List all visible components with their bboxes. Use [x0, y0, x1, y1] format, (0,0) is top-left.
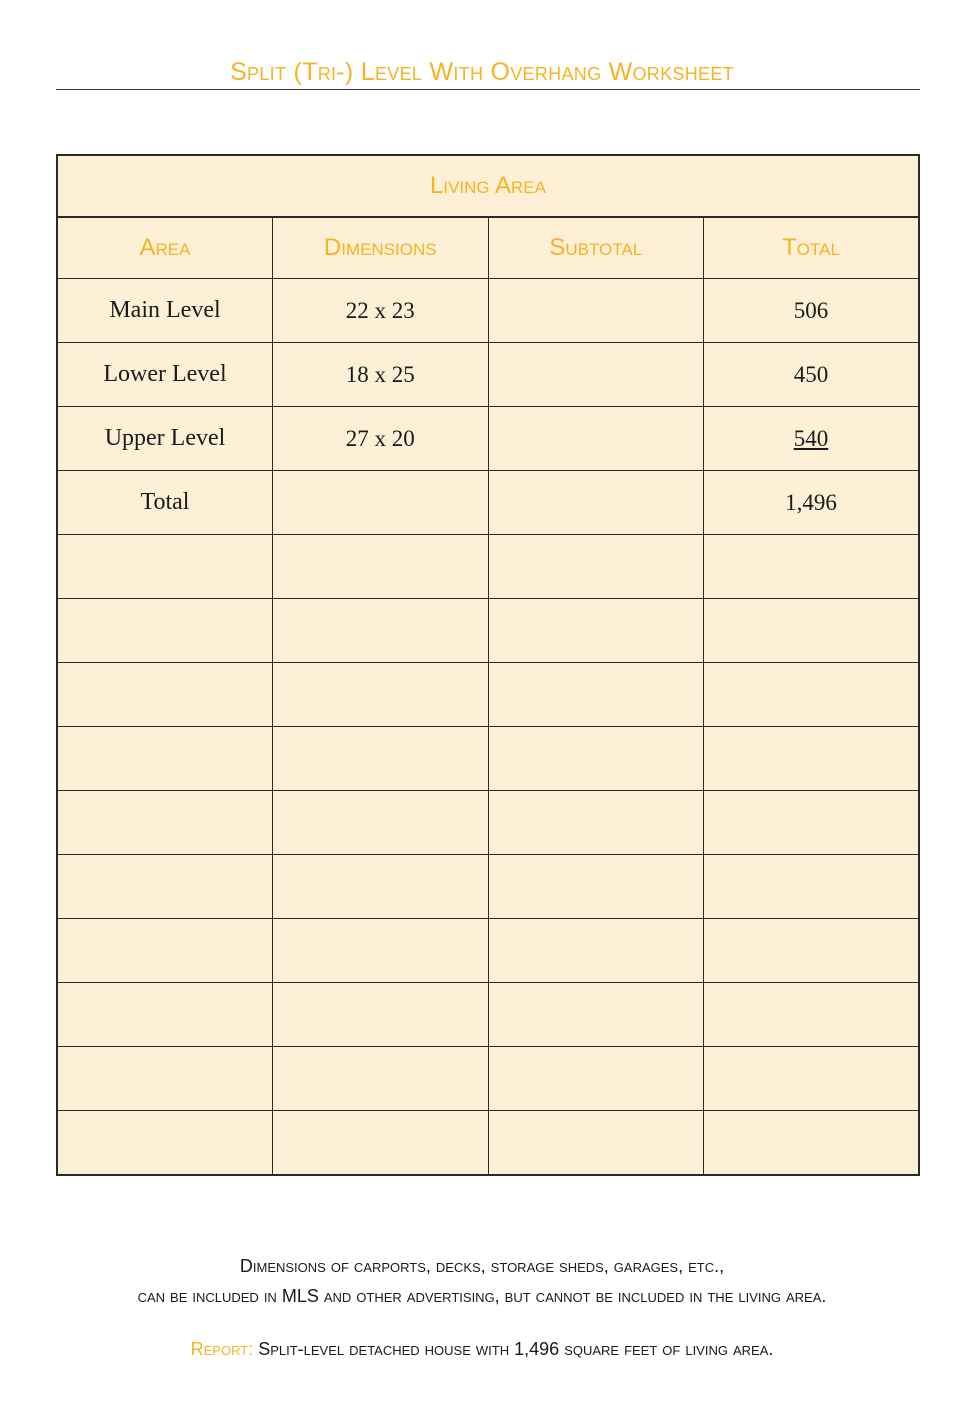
table-row — [57, 1111, 919, 1176]
cell-dimensions-value: 18 x 25 — [345, 361, 415, 387]
living-area-table — [56, 154, 920, 1176]
cell-subtotal — [488, 855, 704, 919]
cell-area — [57, 727, 273, 791]
cell-area — [57, 279, 273, 343]
cell-subtotal — [488, 535, 704, 599]
column-header-dimensions: Dimensions — [273, 217, 489, 279]
cell-total-value: 540 — [793, 425, 829, 451]
section-header-living-area: Living Area — [57, 155, 919, 217]
table-row — [57, 919, 919, 983]
cell-subtotal — [488, 407, 704, 471]
cell-subtotal — [488, 1111, 704, 1176]
table-row — [57, 535, 919, 599]
cell-total-value: 506 — [793, 297, 829, 323]
cell-subtotal — [488, 599, 704, 663]
cell-subtotal — [488, 471, 704, 535]
cell-area — [57, 407, 273, 471]
cell-subtotal — [488, 791, 704, 855]
note-line-1: Dimensions of carports, decks, storage sheds, garages, etc., — [239, 1256, 725, 1276]
cell-area — [57, 919, 273, 983]
column-header-total: Total — [704, 217, 920, 279]
cell-total — [704, 983, 920, 1047]
cell-area — [57, 471, 273, 535]
column-header-subtotal: Subtotal — [488, 217, 704, 279]
cell-area-value: Upper Level — [104, 425, 226, 451]
cell-area-value: Total — [140, 489, 190, 515]
cell-area — [57, 1111, 273, 1176]
cell-dimensions — [273, 1047, 489, 1111]
cell-area — [57, 855, 273, 919]
cell-total — [704, 1111, 920, 1176]
note-line-2: can be included in MLS and other advertising, but cannot be included in the living area. — [137, 1286, 827, 1306]
cell-total — [704, 599, 920, 663]
cell-area-value: Main Level — [109, 297, 221, 323]
cell-area — [57, 599, 273, 663]
column-header-area: Area — [57, 217, 273, 279]
report-text: Split-level detached house with 1,496 square feet of living area. — [258, 1339, 774, 1359]
cell-dimensions — [273, 727, 489, 791]
table-row — [57, 791, 919, 855]
cell-area-value: Lower Level — [103, 361, 227, 387]
title-divider — [56, 89, 920, 90]
cell-dimensions — [273, 279, 489, 343]
cell-subtotal — [488, 663, 704, 727]
cell-total — [704, 471, 920, 535]
cell-subtotal — [488, 983, 704, 1047]
cell-dimensions — [273, 407, 489, 471]
cell-total — [704, 919, 920, 983]
cell-total — [704, 791, 920, 855]
cell-subtotal — [488, 727, 704, 791]
cell-total-value: 1,496 — [785, 489, 837, 515]
table-row — [57, 471, 919, 535]
cell-dimensions — [273, 663, 489, 727]
cell-total — [704, 535, 920, 599]
page-title: Split (Tri-) Level With Overhang Worksheet — [230, 58, 734, 86]
cell-total — [704, 407, 920, 471]
cell-subtotal — [488, 279, 704, 343]
cell-total — [704, 855, 920, 919]
cell-total — [704, 663, 920, 727]
table-row — [57, 343, 919, 407]
cell-area — [57, 343, 273, 407]
cell-dimensions — [273, 1111, 489, 1176]
cell-dimensions — [273, 471, 489, 535]
table-row — [57, 855, 919, 919]
cell-dimensions-value: 22 x 23 — [345, 297, 415, 323]
report-line — [0, 1339, 964, 1360]
cell-subtotal — [488, 919, 704, 983]
cell-dimensions — [273, 983, 489, 1047]
table-row — [57, 279, 919, 343]
table-body — [57, 279, 919, 1176]
table-row — [57, 663, 919, 727]
cell-area — [57, 791, 273, 855]
cell-total — [704, 279, 920, 343]
cell-area — [57, 535, 273, 599]
cell-area — [57, 663, 273, 727]
cell-total-value: 450 — [793, 361, 829, 387]
cell-dimensions — [273, 919, 489, 983]
table-row — [57, 983, 919, 1047]
cell-subtotal — [488, 1047, 704, 1111]
table-row — [57, 727, 919, 791]
cell-total — [704, 727, 920, 791]
cell-dimensions — [273, 535, 489, 599]
table-row — [57, 599, 919, 663]
cell-dimensions — [273, 855, 489, 919]
cell-dimensions — [273, 791, 489, 855]
cell-dimensions-value: 27 x 20 — [345, 425, 415, 451]
cell-area — [57, 983, 273, 1047]
report-label: Report: — [190, 1339, 254, 1359]
cell-dimensions — [273, 599, 489, 663]
table-row — [57, 1047, 919, 1111]
cell-total — [704, 1047, 920, 1111]
cell-subtotal — [488, 343, 704, 407]
cell-dimensions — [273, 343, 489, 407]
cell-area — [57, 1047, 273, 1111]
table-row — [57, 407, 919, 471]
cell-total — [704, 343, 920, 407]
